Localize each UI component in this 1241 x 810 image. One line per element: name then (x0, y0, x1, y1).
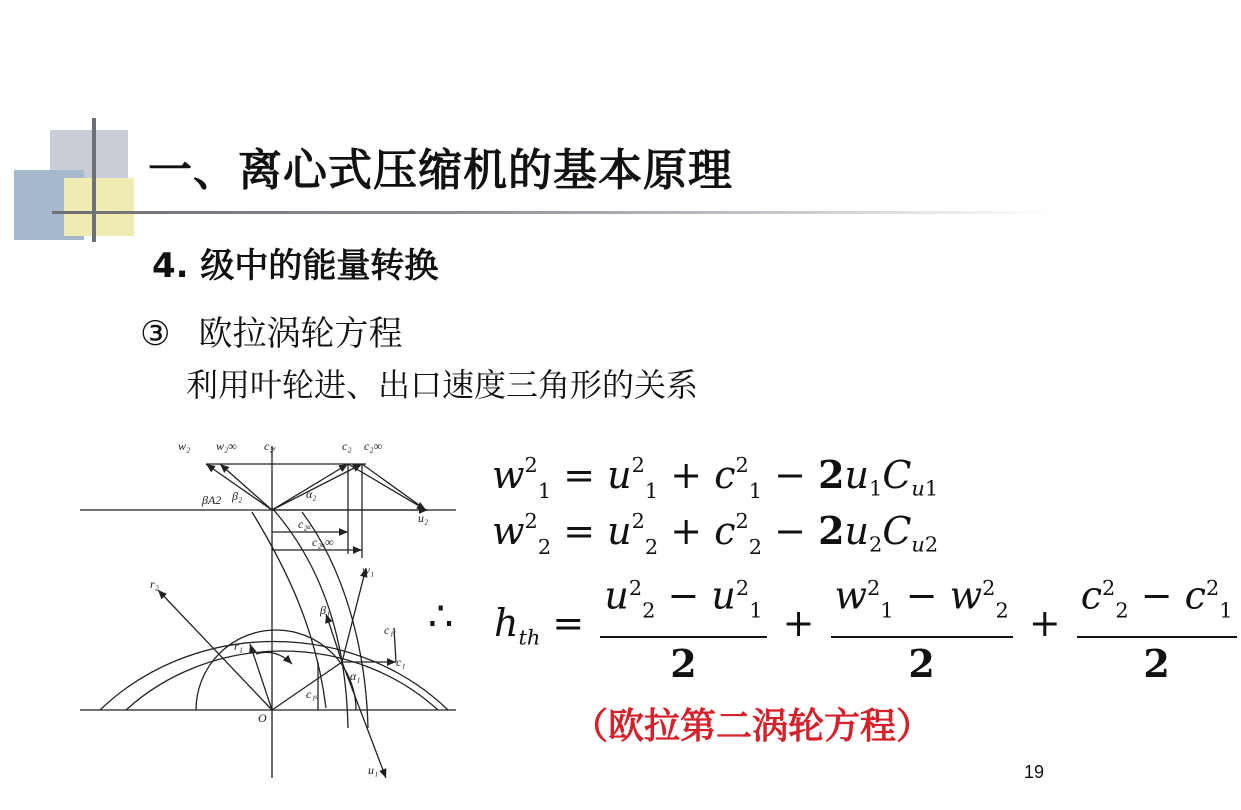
impeller-outer-arc-2 (126, 651, 438, 710)
label-c1u: c₁ᵤ (306, 687, 320, 701)
section-heading: 4. 级中的能量转换 (152, 246, 439, 286)
r2-radius (158, 590, 272, 710)
item-heading (140, 306, 402, 355)
label-u1: u₁ (368, 763, 379, 777)
description-text: 利用叶轮进、出口速度三角形的关系 (186, 366, 699, 404)
label-beta-a2: βA2 (202, 493, 222, 507)
label-c2u: c₂ᵤ (298, 517, 312, 531)
label-w2: w₂ (178, 439, 191, 453)
decor-vertical-line (92, 118, 96, 242)
velocity-triangle-diagram (66, 428, 486, 784)
title-underline (52, 211, 1052, 214)
u2-segment (348, 464, 426, 510)
therefore-symbol: ∴ (428, 594, 454, 640)
label-c2uinf: c₂ᵤ∞ (312, 535, 334, 549)
w2inf-vector (220, 464, 272, 510)
label-alpha1: α₁ (350, 669, 361, 683)
label-w1: w₁ (362, 563, 375, 577)
w1-vector (342, 568, 366, 662)
label-r2: r₂ (150, 577, 159, 591)
u2-segment-2 (362, 464, 426, 510)
inlet-radius (272, 662, 342, 710)
label-beta2: β₂ (232, 489, 243, 503)
euler-second-equation: $h_{th}$ = $\frac{u^2_2 - u^2_1}{2}$ + $\frac{w^2_1 - w^2_2}{2}$ + $\frac{c^2_2 - c^2_1}{2}$ (494, 564, 1241, 689)
label-c2inf: c₂∞ (364, 439, 383, 453)
label-r1: r₁ (234, 639, 243, 653)
decor-square-yellow (64, 178, 134, 236)
label-beta1: β₁ (320, 603, 331, 617)
page-number: 19 (1024, 762, 1045, 782)
label-c1: c₁ (396, 655, 406, 669)
equation-caption: （欧拉第二涡轮方程） (572, 706, 933, 747)
equation-outlet: $w^2_2 = u^2_2 + c^2_2 - 2u_2C_{u2}$ (492, 508, 939, 560)
label-u2: u₂ (418, 511, 429, 525)
label-w2inf: w₂∞ (216, 439, 237, 453)
slide-title: 一、离心式压缩机的基本原理 (148, 145, 733, 196)
label-alpha2: α₂ (306, 487, 317, 501)
label-o: O (258, 711, 267, 725)
label-c1r: c₁ᵣ (384, 623, 397, 637)
item-marker: ③ (140, 314, 171, 354)
r1-radius (250, 644, 272, 710)
item-text: 欧拉涡轮方程 (198, 314, 403, 354)
label-c2: c₂ (342, 439, 352, 453)
equation-inlet: $w^2_1 = u^2_1 + c^2_1 - 2u_1C_{u1}$ (492, 452, 939, 504)
label-c2r: c₂ᵣ (264, 439, 277, 453)
rotation-arrow (256, 652, 292, 664)
